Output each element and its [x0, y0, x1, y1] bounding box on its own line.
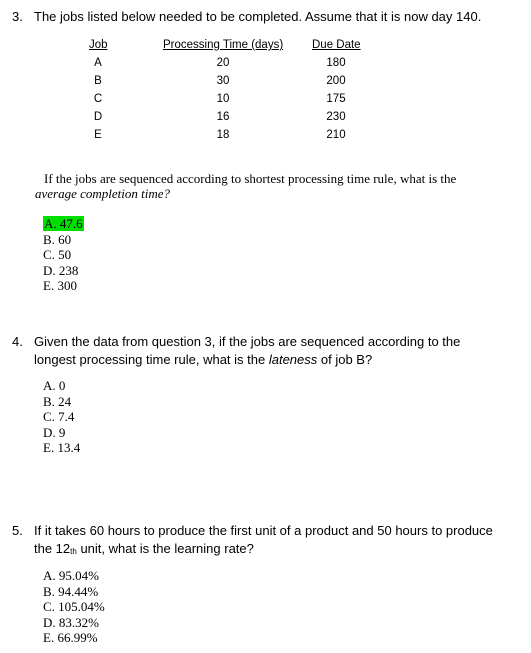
q5-number: 5.: [12, 523, 23, 538]
q4-line2-post: of job B?: [317, 352, 373, 367]
table-cell-due: 230: [326, 111, 346, 123]
table-cell-due: 200: [326, 75, 346, 87]
table-cell-job: A: [94, 57, 102, 69]
q3-text: The jobs listed below needed to be completed. Assume that it is now day 140.: [34, 9, 482, 24]
q5-option-b: B. 94.44%: [43, 583, 99, 599]
q5-line2-pre: the 12: [34, 541, 71, 556]
q3-option-e: E. 300: [43, 278, 77, 293]
table-cell-processing: 30: [216, 75, 230, 87]
q4-line2-emphasis: lateness: [268, 352, 318, 367]
q5-option-d: D. 83.32%: [43, 614, 99, 630]
q5-line1: If it takes 60 hours to produce the first unit of a product and 50 hours to produce: [34, 523, 493, 538]
table-cell-processing: 10: [216, 93, 230, 105]
q4-options: [43, 378, 80, 456]
table-cell-job: E: [94, 129, 102, 141]
q4-line2: [34, 352, 372, 367]
q3-option-c: C. 50: [43, 247, 72, 262]
table-cell-processing: 18: [216, 129, 230, 141]
q3-option-d: D. 238: [43, 262, 79, 278]
table-cell-job: B: [94, 75, 102, 87]
q4-line2-pre: longest processing time rule, what is the: [34, 352, 269, 367]
table-cell-job: C: [93, 93, 103, 105]
table-header-processing: Processing Time (days): [163, 39, 284, 51]
q4-number: 4.: [12, 334, 23, 349]
q5-option-a: A. 95.04%: [43, 568, 99, 583]
q4-option-c: C. 7.4: [43, 409, 75, 424]
table-cell-due: 210: [326, 129, 346, 141]
q3-prompt-line2: average completion time?: [35, 186, 171, 201]
q5-option-c: C. 105.04%: [43, 599, 105, 614]
table-cell-due: 175: [326, 93, 346, 105]
table-header-due: Due Date: [312, 39, 361, 51]
q4-option-b: B. 24: [43, 393, 72, 409]
q5-line2: [34, 541, 254, 556]
q4-option-a: A. 0: [43, 378, 66, 393]
table-cell-processing: 20: [216, 57, 230, 69]
q5-option-e: E. 66.99%: [43, 630, 98, 645]
table-cell-processing: 16: [216, 111, 230, 123]
table-cell-due: 180: [326, 57, 346, 69]
q3-options: [43, 216, 84, 294]
q3-option-a-highlighted: A. 47.6: [44, 216, 83, 231]
q5-options: [43, 568, 105, 646]
q3-option-b: B. 60: [43, 231, 72, 247]
q4-line1: Given the data from question 3, if the jobs are sequenced according to the: [34, 334, 461, 349]
q5-line2-post: unit, what is the learning rate?: [76, 541, 254, 556]
table-cell-job: D: [93, 111, 103, 123]
q4-option-e: E. 13.4: [43, 440, 81, 455]
table-header-job: Job: [89, 39, 108, 51]
q3-number: 3.: [12, 9, 23, 24]
q5-line2-subscript: th: [70, 547, 77, 556]
q3-prompt-line1: If the jobs are sequenced according to shortest processing time rule, what is the: [44, 171, 457, 186]
q4-option-d: D. 9: [43, 424, 66, 440]
